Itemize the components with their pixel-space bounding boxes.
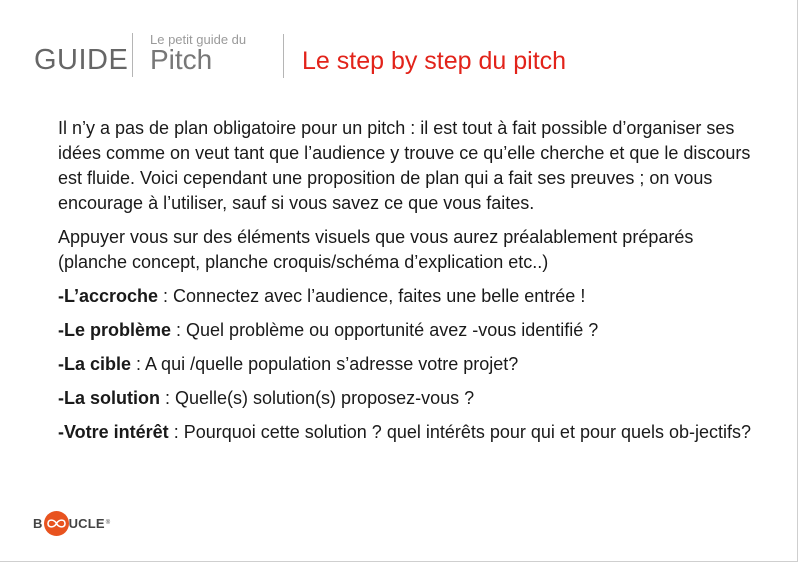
guide-subtitle: Le petit guide du <box>150 32 247 47</box>
item-label: -La cible <box>58 354 132 374</box>
logo-text-left: B <box>33 515 43 531</box>
item-label: -La solution <box>58 388 160 408</box>
item-text: : A qui /quelle population s’adresse votre projet? <box>131 354 519 374</box>
page-title: Le step by step du pitch <box>302 47 567 75</box>
header-divider <box>132 33 133 77</box>
header-divider <box>283 34 284 78</box>
logo-text-right: UCLE <box>68 515 105 531</box>
list-item <box>58 420 758 445</box>
boucle-logo <box>33 510 110 536</box>
list-item <box>58 352 758 377</box>
item-text: : Quel problème ou opportunité avez -vous identifié ? <box>171 320 599 340</box>
infinity-loop-icon <box>44 511 69 536</box>
item-text: : Quelle(s) solution(s) proposez-vous ? <box>160 388 475 408</box>
intro-paragraph: Il n’y a pas de plan obligatoire pour un pitch : il est tout à fait possible d’organiser ses idées comme on veut tant que l’audience y trouve ce qu’elle cherche et que le discours est fluide. Voici cependant une proposition de plan qui a fait ses preuves ; on vous encourage à l’utiliser, sauf si vous savez ce que vous faites. <box>58 118 751 213</box>
content-body <box>58 116 758 454</box>
item-label: -Votre intérêt <box>58 422 169 442</box>
guide-product: Pitch <box>150 44 213 75</box>
item-text: : Connectez avec l’audience, faites une belle entrée ! <box>158 286 586 306</box>
list-item <box>58 318 758 343</box>
list-item <box>58 386 758 411</box>
list-item <box>58 284 758 309</box>
item-text: : Pourquoi cette solution ? quel intérêts pour qui et pour quels ob-jectifs? <box>168 422 752 442</box>
registered-mark: ® <box>105 520 111 526</box>
guide-label: GUIDE <box>34 44 129 76</box>
visual-aids-paragraph: Appuyer vous sur des éléments visuels que vous aurez préalablement préparés (planche concept, planche croquis/schéma d’explication etc..) <box>58 227 694 272</box>
item-label: -Le problème <box>58 320 172 340</box>
item-label: -L’accroche <box>58 286 159 306</box>
